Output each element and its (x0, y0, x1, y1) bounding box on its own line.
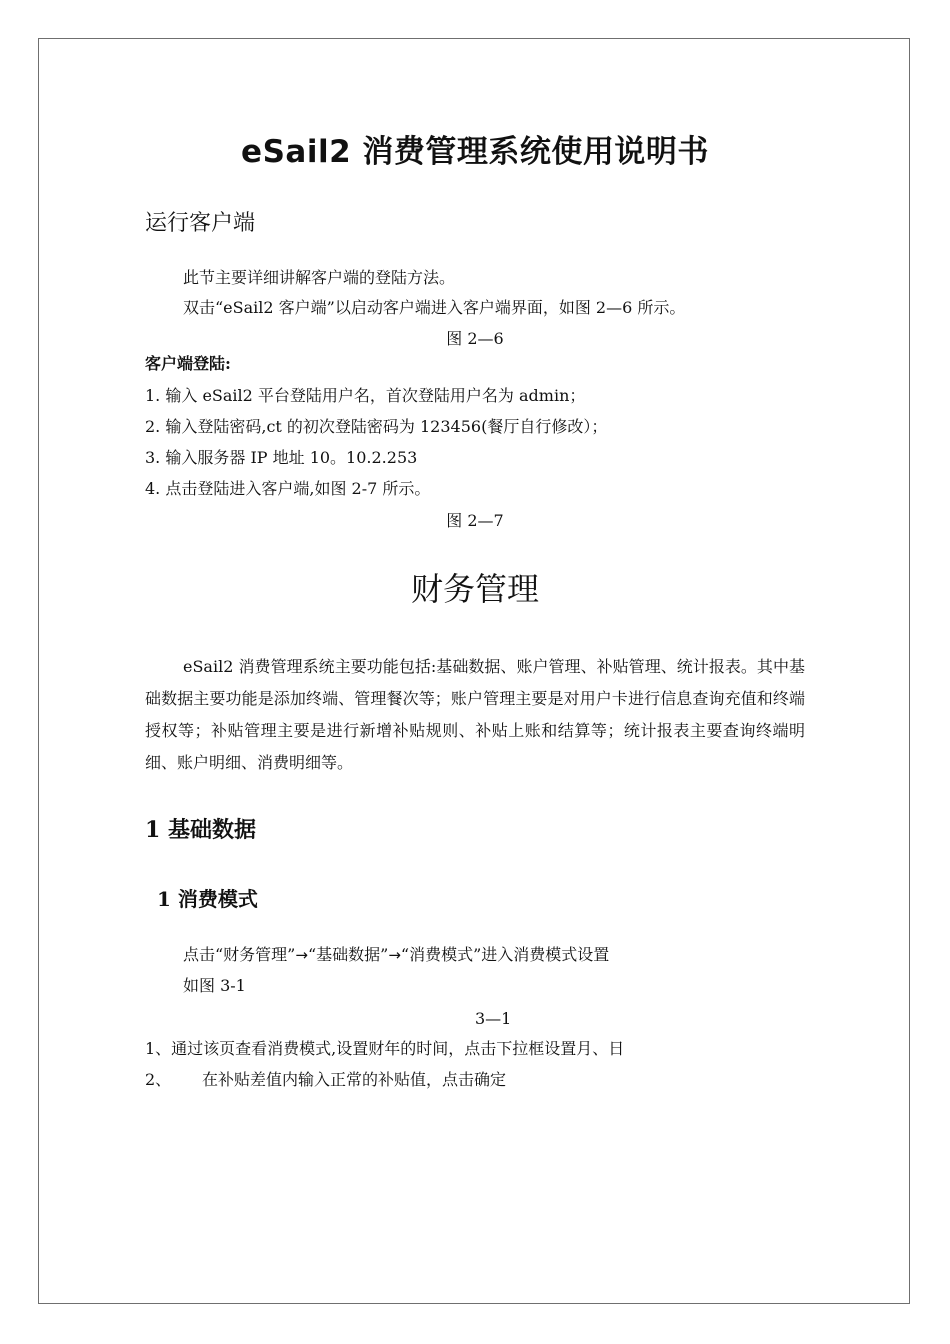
login-step-1: 1. 输入 eSail2 平台登陆用户名，首次登陆用户名为 admin； (145, 386, 586, 405)
figure-caption-2-6: 图 2—6 (446, 329, 504, 348)
section-heading-run-client: 运行客户端 (145, 211, 256, 236)
finance-paragraph: eSail2 消费管理系统主要功能包括:基础数据、账户管理、补贴管理、统计报表。其中基础数据主要功能是添加终端、管理餐次等；账户管理主要是对用户卡进行信息查询充值和终端授权等；补贴管理主要是进行新增补贴规则、补贴上账和结算等；统计报表主要查询终端明细、账户明细、消费明细等。 (145, 657, 805, 772)
basic-data-step-2-number: 2、 (145, 1070, 172, 1089)
arrow-right-icon: → (388, 946, 401, 964)
section-heading-finance: 财务管理 (410, 570, 539, 608)
document-title: eSail2 消费管理系统使用说明书 (241, 134, 709, 170)
figure-caption-3-1: 3—1 (475, 1009, 512, 1028)
login-heading: 客户端登陆: (145, 354, 231, 373)
figure-caption-2-7: 图 2—7 (446, 511, 504, 530)
intro-line-2: 双击“eSail2 客户端”以启动客户端进入客户端界面，如图 2—6 所示。 (183, 298, 686, 317)
section-heading-basic-data: 1 基础数据 (145, 817, 256, 843)
login-step-3: 3. 输入服务器 IP 地址 10。10.2.253 (145, 448, 418, 467)
basic-data-step-2-text: 在补贴差值内输入正常的补贴值，点击确定 (202, 1070, 507, 1089)
nav-part-basic-data: “基础数据” (307, 945, 389, 964)
navigation-instruction (183, 945, 609, 965)
nav-part-consume-mode: “消费模式”进入消费模式设置 (400, 945, 610, 964)
subsection-heading-consume-mode: 1 消费模式 (157, 887, 258, 911)
figure-reference-3-1: 如图 3-1 (183, 976, 246, 995)
login-step-4: 4. 点击登陆进入客户端,如图 2-7 所示。 (145, 479, 431, 498)
nav-part-finance: 点击“财务管理” (183, 945, 296, 964)
basic-data-step-1: 1、通过该页查看消费模式,设置财年的时间，点击下拉框设置月、日 (145, 1039, 625, 1058)
login-step-2: 2. 输入登陆密码,ct 的初次登陆密码为 123456(餐厅自行修改）； (145, 417, 608, 436)
arrow-right-icon: → (295, 946, 308, 964)
intro-line-1: 此节主要详细讲解客户端的登陆方法。 (183, 268, 456, 287)
